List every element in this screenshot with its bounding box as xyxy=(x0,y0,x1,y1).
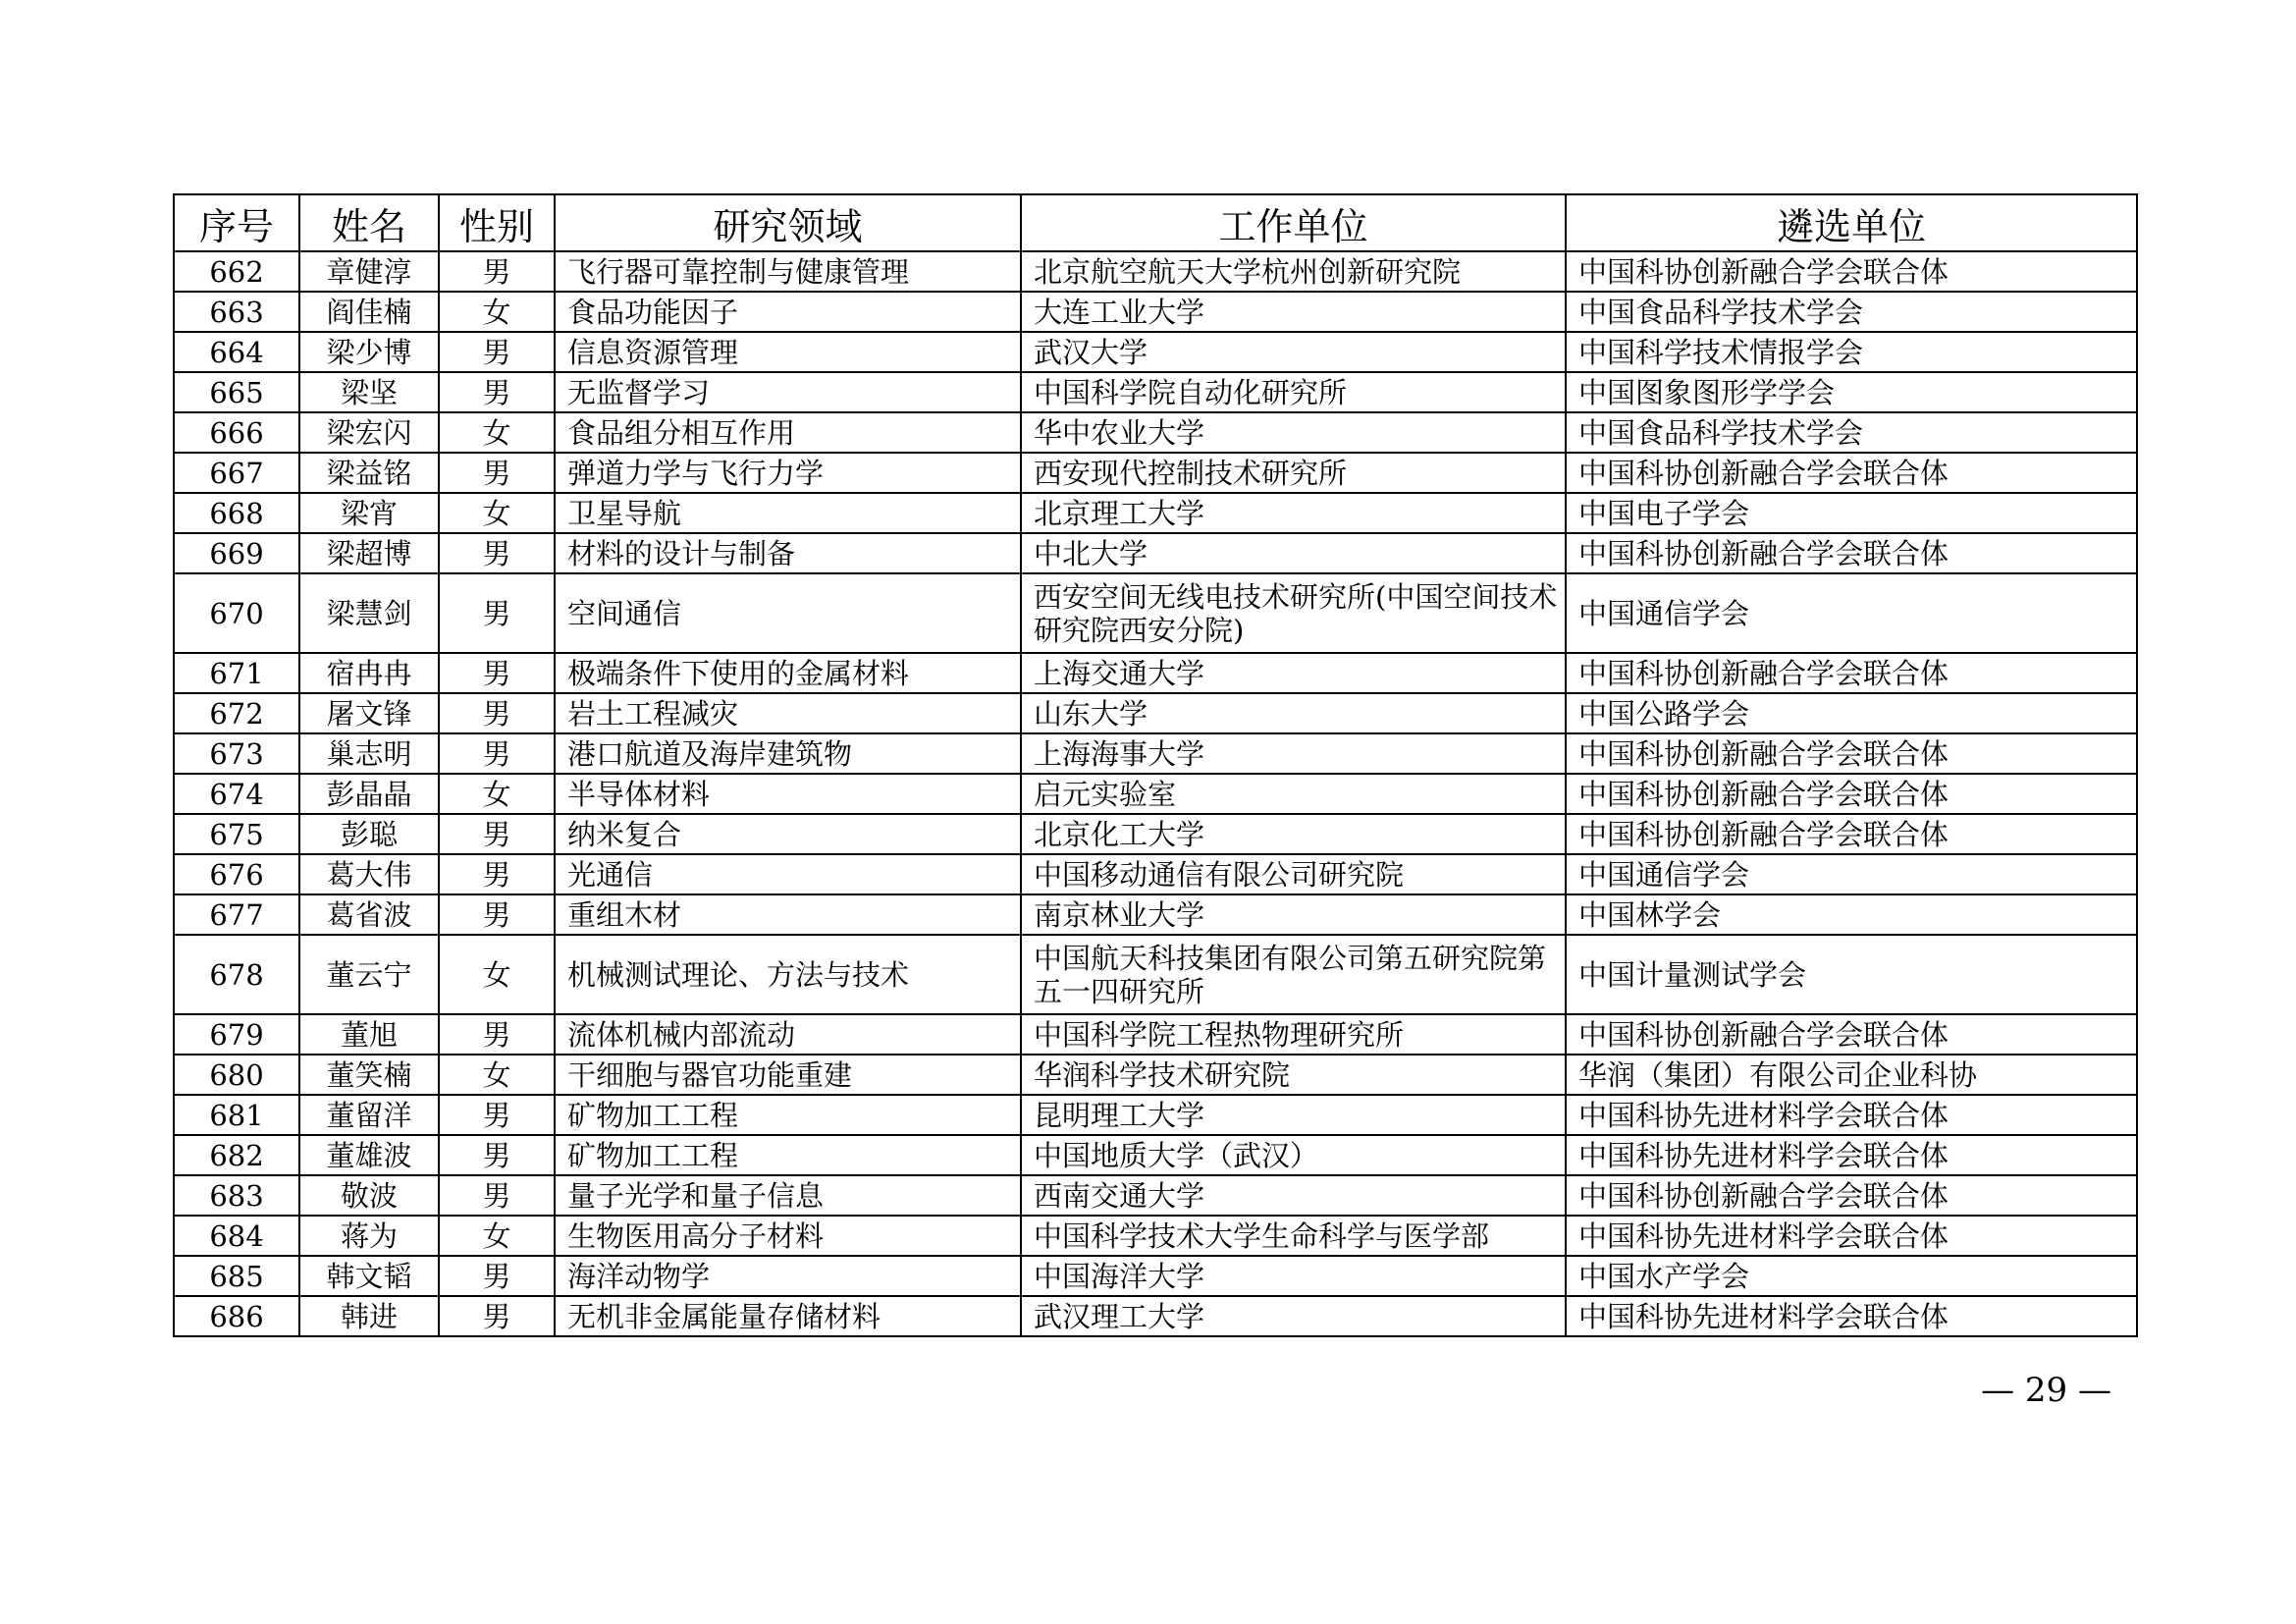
cell-serial: 671 xyxy=(174,653,299,693)
cell-work-unit: 中国移动通信有限公司研究院 xyxy=(1021,854,1566,894)
cell-work-unit: 中国科学院自动化研究所 xyxy=(1021,372,1566,412)
cell-research-field: 重组木材 xyxy=(555,894,1021,935)
cell-name: 敬波 xyxy=(299,1175,439,1216)
cell-serial: 685 xyxy=(174,1256,299,1296)
cell-gender: 男 xyxy=(439,814,555,854)
cell-gender: 男 xyxy=(439,332,555,372)
cell-serial: 682 xyxy=(174,1135,299,1175)
cell-research-field: 食品功能因子 xyxy=(555,292,1021,332)
cell-name: 董雄波 xyxy=(299,1135,439,1175)
cell-serial: 686 xyxy=(174,1296,299,1336)
cell-serial: 680 xyxy=(174,1055,299,1095)
cell-selecting-unit: 中国科协创新融合学会联合体 xyxy=(1566,653,2137,693)
table-row xyxy=(174,733,2137,774)
cell-research-field: 矿物加工工程 xyxy=(555,1135,1021,1175)
cell-research-field: 弹道力学与飞行力学 xyxy=(555,453,1021,493)
table-row xyxy=(174,1175,2137,1216)
cell-gender: 男 xyxy=(439,453,555,493)
header-selecting-unit: 遴选单位 xyxy=(1566,194,2137,251)
table-row xyxy=(174,1216,2137,1256)
cell-gender: 男 xyxy=(439,653,555,693)
table-row xyxy=(174,372,2137,412)
cell-research-field: 量子光学和量子信息 xyxy=(555,1175,1021,1216)
cell-work-unit: 昆明理工大学 xyxy=(1021,1095,1566,1135)
table-row xyxy=(174,1296,2137,1336)
cell-selecting-unit: 中国水产学会 xyxy=(1566,1256,2137,1296)
cell-serial: 681 xyxy=(174,1095,299,1135)
cell-name: 彭晶晶 xyxy=(299,774,439,814)
cell-work-unit: 山东大学 xyxy=(1021,693,1566,733)
table-row xyxy=(174,814,2137,854)
cell-work-unit: 上海交通大学 xyxy=(1021,653,1566,693)
cell-selecting-unit: 中国科协创新融合学会联合体 xyxy=(1566,251,2137,292)
cell-gender: 男 xyxy=(439,1014,555,1055)
cell-serial: 672 xyxy=(174,693,299,733)
cell-serial: 684 xyxy=(174,1216,299,1256)
cell-name: 梁宵 xyxy=(299,493,439,533)
cell-name: 梁益铭 xyxy=(299,453,439,493)
cell-gender: 男 xyxy=(439,854,555,894)
cell-gender: 男 xyxy=(439,733,555,774)
cell-selecting-unit: 中国科协先进材料学会联合体 xyxy=(1566,1216,2137,1256)
cell-gender: 男 xyxy=(439,372,555,412)
cell-research-field: 无机非金属能量存储材料 xyxy=(555,1296,1021,1336)
cell-name: 梁宏闪 xyxy=(299,412,439,453)
header-serial: 序号 xyxy=(174,194,299,251)
table-row xyxy=(174,412,2137,453)
cell-research-field: 食品组分相互作用 xyxy=(555,412,1021,453)
cell-gender: 女 xyxy=(439,493,555,533)
table-row xyxy=(174,453,2137,493)
cell-work-unit: 北京化工大学 xyxy=(1021,814,1566,854)
cell-work-unit: 南京林业大学 xyxy=(1021,894,1566,935)
cell-name: 梁少博 xyxy=(299,332,439,372)
cell-serial: 683 xyxy=(174,1175,299,1216)
cell-selecting-unit: 中国公路学会 xyxy=(1566,693,2137,733)
cell-research-field: 空间通信 xyxy=(555,573,1021,653)
table-header-row xyxy=(174,194,2137,251)
table-row xyxy=(174,693,2137,733)
header-gender: 性别 xyxy=(439,194,555,251)
header-name: 姓名 xyxy=(299,194,439,251)
cell-research-field: 岩土工程减灾 xyxy=(555,693,1021,733)
cell-research-field: 港口航道及海岸建筑物 xyxy=(555,733,1021,774)
selection-table xyxy=(173,193,2138,1337)
cell-work-unit: 中国航天科技集团有限公司第五研究院第五一四研究所 xyxy=(1021,935,1566,1014)
cell-work-unit: 大连工业大学 xyxy=(1021,292,1566,332)
cell-gender: 男 xyxy=(439,1175,555,1216)
cell-serial: 668 xyxy=(174,493,299,533)
cell-gender: 女 xyxy=(439,412,555,453)
cell-serial: 674 xyxy=(174,774,299,814)
cell-selecting-unit: 中国科协创新融合学会联合体 xyxy=(1566,814,2137,854)
cell-work-unit: 西南交通大学 xyxy=(1021,1175,1566,1216)
cell-research-field: 生物医用高分子材料 xyxy=(555,1216,1021,1256)
cell-gender: 男 xyxy=(439,894,555,935)
table-row xyxy=(174,653,2137,693)
table-row xyxy=(174,251,2137,292)
cell-name: 董旭 xyxy=(299,1014,439,1055)
cell-selecting-unit: 中国科协创新融合学会联合体 xyxy=(1566,1014,2137,1055)
table-row xyxy=(174,533,2137,573)
cell-research-field: 极端条件下使用的金属材料 xyxy=(555,653,1021,693)
table-row xyxy=(174,573,2137,653)
cell-selecting-unit: 中国科协创新融合学会联合体 xyxy=(1566,774,2137,814)
cell-gender: 男 xyxy=(439,533,555,573)
cell-name: 宿冉冉 xyxy=(299,653,439,693)
cell-gender: 女 xyxy=(439,292,555,332)
cell-serial: 675 xyxy=(174,814,299,854)
page-number: — 29 — xyxy=(1981,1371,2111,1410)
header-research-field: 研究领域 xyxy=(555,194,1021,251)
cell-research-field: 无监督学习 xyxy=(555,372,1021,412)
cell-gender: 女 xyxy=(439,1216,555,1256)
cell-gender: 男 xyxy=(439,251,555,292)
cell-research-field: 卫星导航 xyxy=(555,493,1021,533)
cell-work-unit: 北京理工大学 xyxy=(1021,493,1566,533)
cell-name: 梁坚 xyxy=(299,372,439,412)
cell-serial: 670 xyxy=(174,573,299,653)
cell-selecting-unit: 中国科协创新融合学会联合体 xyxy=(1566,1175,2137,1216)
cell-gender: 女 xyxy=(439,935,555,1014)
cell-selecting-unit: 中国计量测试学会 xyxy=(1566,935,2137,1014)
cell-serial: 664 xyxy=(174,332,299,372)
cell-research-field: 机械测试理论、方法与技术 xyxy=(555,935,1021,1014)
cell-research-field: 流体机械内部流动 xyxy=(555,1014,1021,1055)
cell-research-field: 信息资源管理 xyxy=(555,332,1021,372)
cell-selecting-unit: 中国科协先进材料学会联合体 xyxy=(1566,1095,2137,1135)
cell-serial: 677 xyxy=(174,894,299,935)
cell-work-unit: 华中农业大学 xyxy=(1021,412,1566,453)
cell-work-unit: 北京航空航天大学杭州创新研究院 xyxy=(1021,251,1566,292)
cell-name: 阎佳楠 xyxy=(299,292,439,332)
cell-name: 韩进 xyxy=(299,1296,439,1336)
cell-research-field: 纳米复合 xyxy=(555,814,1021,854)
cell-work-unit: 中国海洋大学 xyxy=(1021,1256,1566,1296)
cell-selecting-unit: 中国科协创新融合学会联合体 xyxy=(1566,453,2137,493)
cell-serial: 669 xyxy=(174,533,299,573)
cell-work-unit: 华润科学技术研究院 xyxy=(1021,1055,1566,1095)
cell-serial: 667 xyxy=(174,453,299,493)
cell-gender: 男 xyxy=(439,693,555,733)
table-row xyxy=(174,1055,2137,1095)
cell-serial: 679 xyxy=(174,1014,299,1055)
table-row xyxy=(174,894,2137,935)
cell-gender: 女 xyxy=(439,1055,555,1095)
cell-serial: 666 xyxy=(174,412,299,453)
table-row xyxy=(174,774,2137,814)
table-row xyxy=(174,1095,2137,1135)
cell-serial: 676 xyxy=(174,854,299,894)
cell-name: 蒋为 xyxy=(299,1216,439,1256)
cell-work-unit: 中国科学院工程热物理研究所 xyxy=(1021,1014,1566,1055)
cell-research-field: 飞行器可靠控制与健康管理 xyxy=(555,251,1021,292)
cell-work-unit: 武汉理工大学 xyxy=(1021,1296,1566,1336)
cell-name: 梁慧剑 xyxy=(299,573,439,653)
cell-name: 董留洋 xyxy=(299,1095,439,1135)
cell-selecting-unit: 中国通信学会 xyxy=(1566,573,2137,653)
cell-selecting-unit: 中国科协创新融合学会联合体 xyxy=(1566,733,2137,774)
cell-work-unit: 启元实验室 xyxy=(1021,774,1566,814)
cell-serial: 678 xyxy=(174,935,299,1014)
cell-name: 梁超博 xyxy=(299,533,439,573)
cell-selecting-unit: 中国通信学会 xyxy=(1566,854,2137,894)
table-row xyxy=(174,332,2137,372)
cell-work-unit: 中国科学技术大学生命科学与医学部 xyxy=(1021,1216,1566,1256)
cell-name: 葛省波 xyxy=(299,894,439,935)
cell-gender: 男 xyxy=(439,1095,555,1135)
cell-work-unit: 西安现代控制技术研究所 xyxy=(1021,453,1566,493)
cell-name: 葛大伟 xyxy=(299,854,439,894)
table-row xyxy=(174,854,2137,894)
cell-selecting-unit: 中国科学技术情报学会 xyxy=(1566,332,2137,372)
table-body xyxy=(174,251,2137,1336)
table-row xyxy=(174,493,2137,533)
cell-research-field: 光通信 xyxy=(555,854,1021,894)
cell-research-field: 干细胞与器官功能重建 xyxy=(555,1055,1021,1095)
cell-selecting-unit: 中国食品科学技术学会 xyxy=(1566,412,2137,453)
table-row xyxy=(174,1256,2137,1296)
cell-selecting-unit: 中国图象图形学学会 xyxy=(1566,372,2137,412)
cell-serial: 663 xyxy=(174,292,299,332)
cell-research-field: 矿物加工工程 xyxy=(555,1095,1021,1135)
cell-gender: 女 xyxy=(439,774,555,814)
cell-name: 章健淳 xyxy=(299,251,439,292)
cell-work-unit: 中国地质大学（武汉） xyxy=(1021,1135,1566,1175)
cell-serial: 673 xyxy=(174,733,299,774)
table-row xyxy=(174,1135,2137,1175)
cell-name: 屠文锋 xyxy=(299,693,439,733)
cell-selecting-unit: 中国科协先进材料学会联合体 xyxy=(1566,1296,2137,1336)
cell-gender: 男 xyxy=(439,1296,555,1336)
cell-name: 董云宁 xyxy=(299,935,439,1014)
table-row xyxy=(174,1014,2137,1055)
cell-serial: 665 xyxy=(174,372,299,412)
cell-research-field: 半导体材料 xyxy=(555,774,1021,814)
cell-selecting-unit: 中国科协先进材料学会联合体 xyxy=(1566,1135,2137,1175)
cell-name: 董笑楠 xyxy=(299,1055,439,1095)
cell-gender: 男 xyxy=(439,1256,555,1296)
cell-selecting-unit: 中国科协创新融合学会联合体 xyxy=(1566,533,2137,573)
cell-serial: 662 xyxy=(174,251,299,292)
cell-work-unit: 中北大学 xyxy=(1021,533,1566,573)
cell-selecting-unit: 中国食品科学技术学会 xyxy=(1566,292,2137,332)
cell-selecting-unit: 中国电子学会 xyxy=(1566,493,2137,533)
table-row xyxy=(174,292,2137,332)
table-row xyxy=(174,935,2137,1014)
cell-work-unit: 武汉大学 xyxy=(1021,332,1566,372)
cell-work-unit: 西安空间无线电技术研究所(中国空间技术研究院西安分院) xyxy=(1021,573,1566,653)
cell-name: 彭聪 xyxy=(299,814,439,854)
cell-research-field: 海洋动物学 xyxy=(555,1256,1021,1296)
cell-gender: 男 xyxy=(439,573,555,653)
cell-selecting-unit: 华润（集团）有限公司企业科协 xyxy=(1566,1055,2137,1095)
header-work-unit: 工作单位 xyxy=(1021,194,1566,251)
cell-work-unit: 上海海事大学 xyxy=(1021,733,1566,774)
cell-name: 巢志明 xyxy=(299,733,439,774)
cell-selecting-unit: 中国林学会 xyxy=(1566,894,2137,935)
cell-research-field: 材料的设计与制备 xyxy=(555,533,1021,573)
cell-name: 韩文韬 xyxy=(299,1256,439,1296)
cell-gender: 男 xyxy=(439,1135,555,1175)
